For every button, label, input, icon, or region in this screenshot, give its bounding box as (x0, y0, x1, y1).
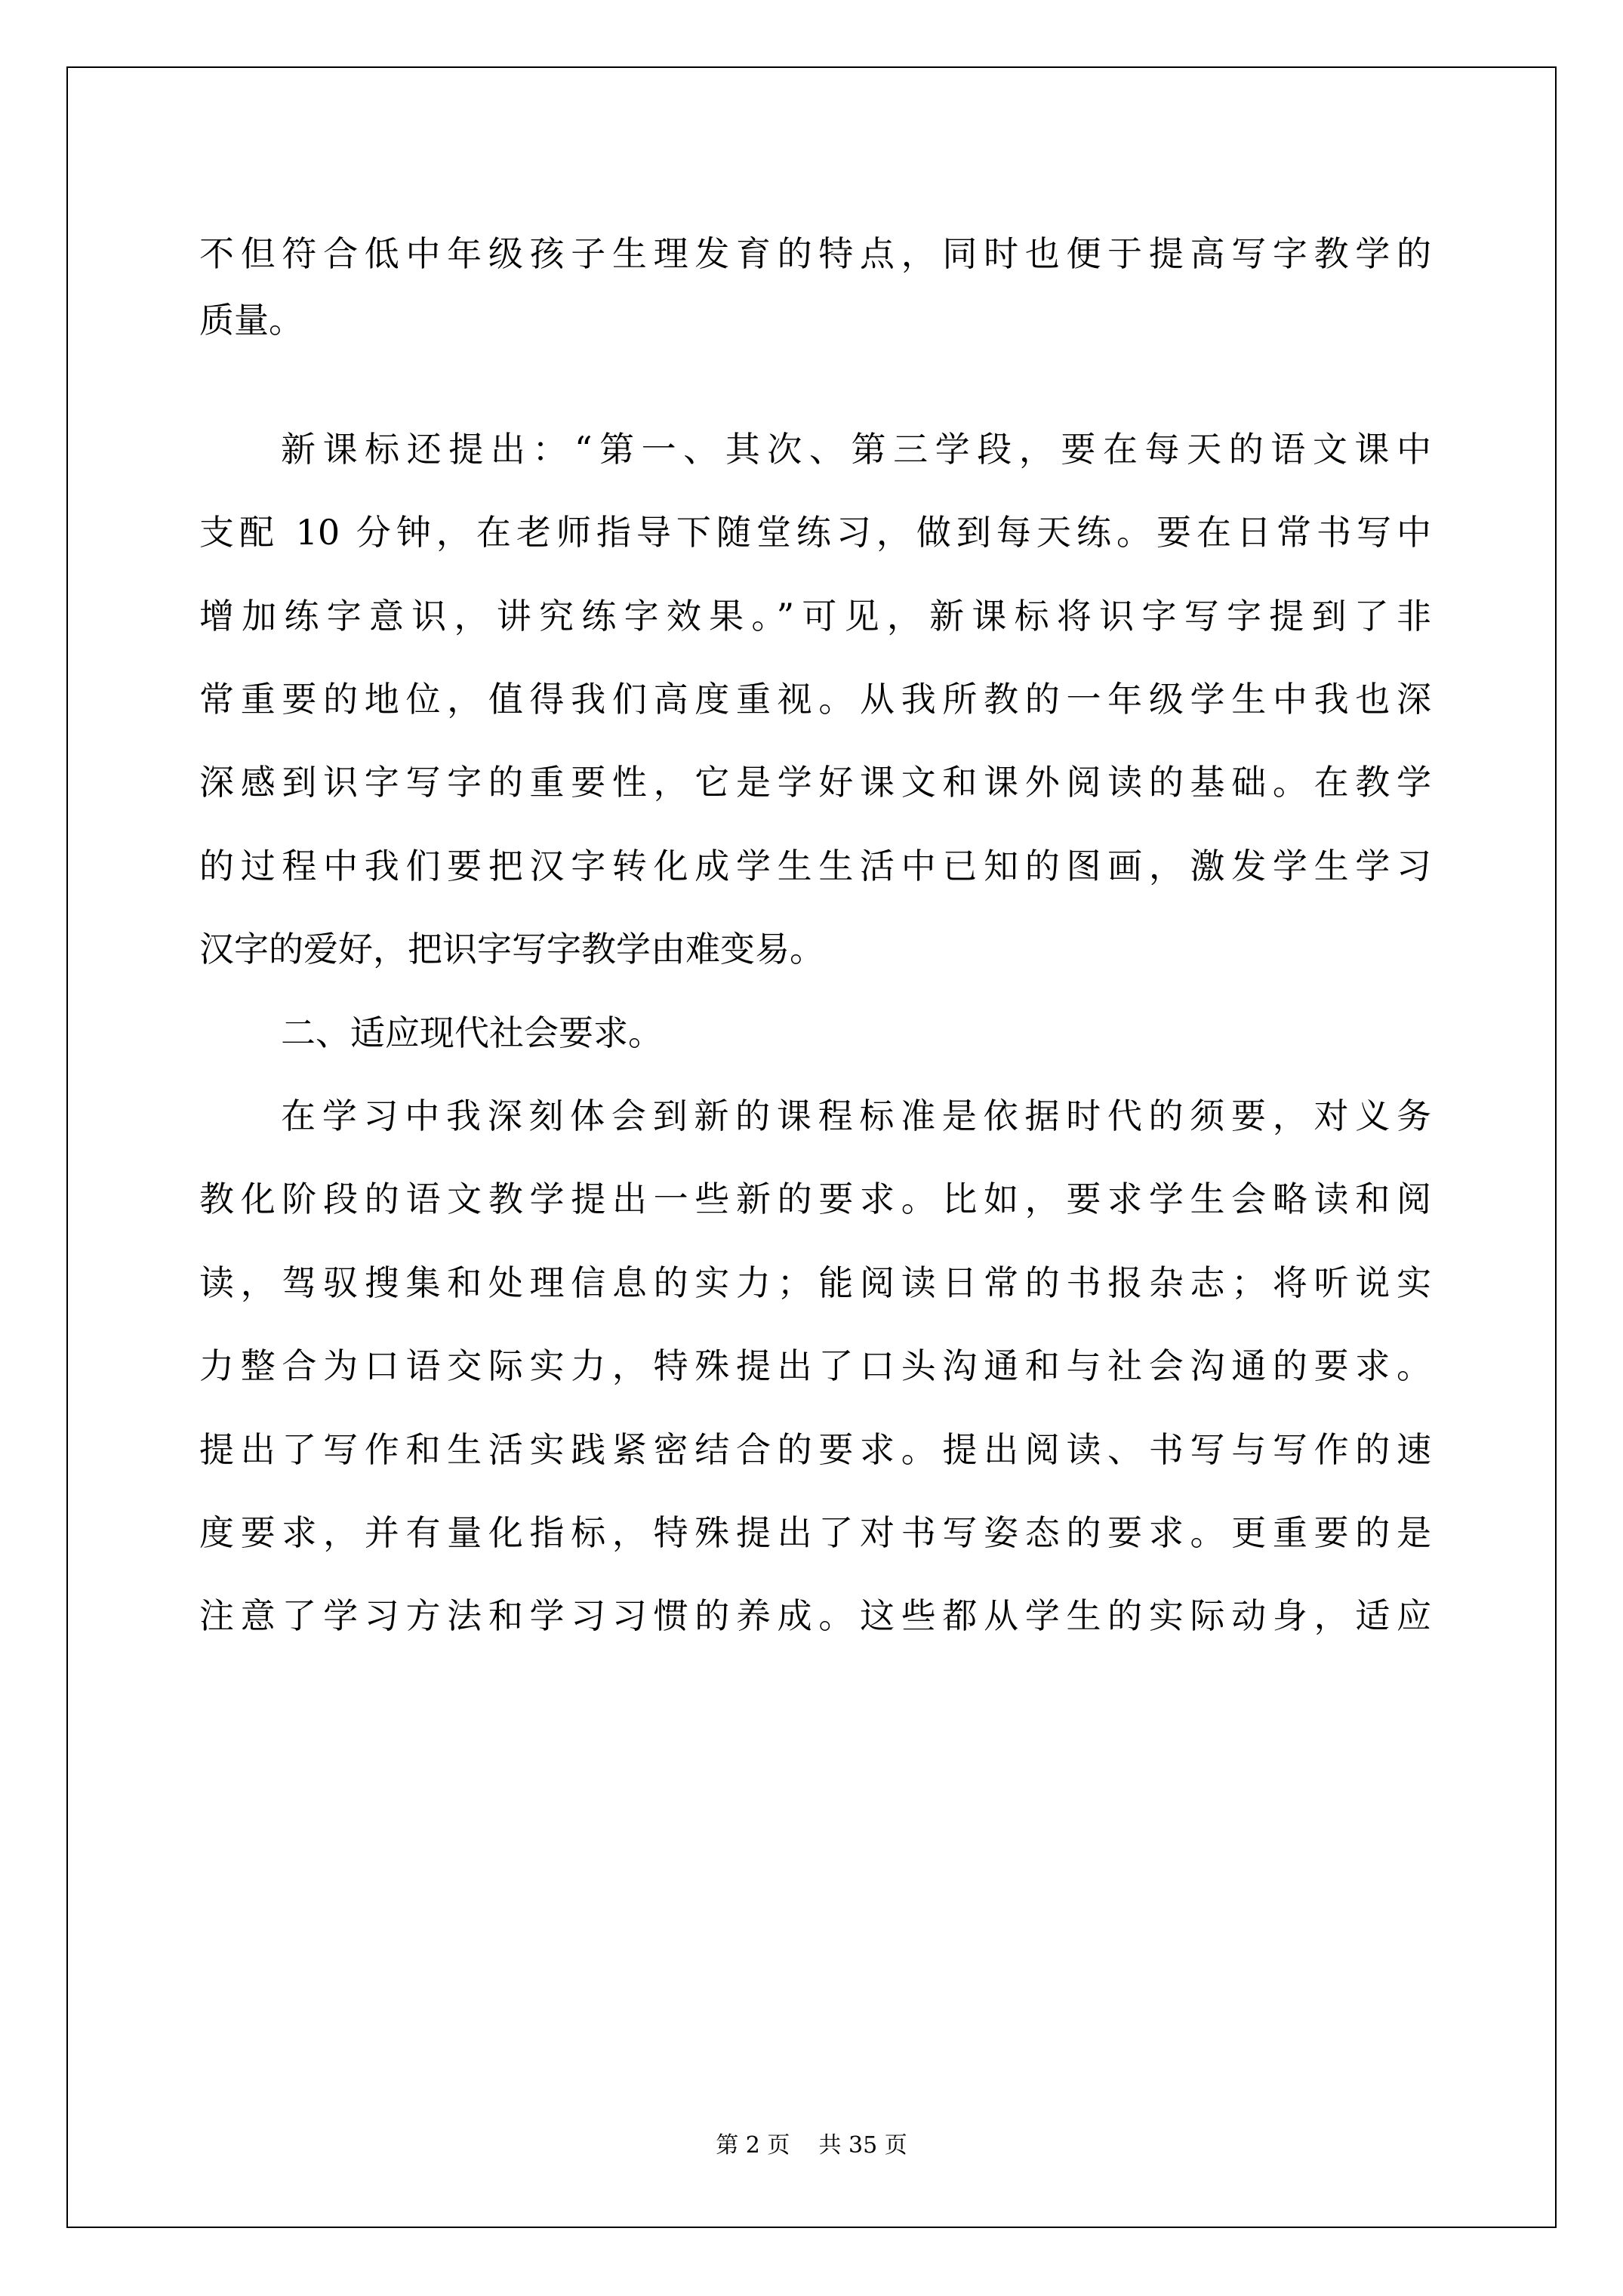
body-line-15: 提出了写作和生活实践紧密结合的要求。提出阅读、书写与写作的速 (199, 1429, 1431, 1470)
body-line-2: 质量。 (199, 300, 303, 341)
body-line-8: 的过程中我们要把汉字转化成学生生活中已知的图画，激发学生学习 (199, 846, 1431, 886)
body-line-4: 支配 10 分钟，在老师指导下随堂练习，做到每天练。要在日常书写中 (199, 512, 1431, 553)
body-line-17: 注意了学习方法和学习习惯的养成。这些都从学生的实际动身，适应 (199, 1595, 1431, 1636)
body-line-5: 增加练字意识，讲究练字效果。”可见，新课标将识字写字提到了非 (199, 596, 1431, 636)
body-line-9: 汉字的爱好，把识字写字教学由难变易。 (199, 929, 824, 969)
section-heading: 二、适应现代社会要求。 (281, 1012, 663, 1053)
body-line-13: 读，驾驭搜集和处理信息的实力；能阅读日常的书报杂志；将听说实 (199, 1262, 1431, 1303)
body-line-11: 在学习中我深刻体会到新的课程标准是依据时代的须要，对义务 (281, 1096, 1431, 1136)
body-line-1: 不但符合低中年级孩子生理发育的特点，同时也便于提高写字教学的 (199, 233, 1431, 274)
page-footer: 第 2 页 共 35 页 (716, 2132, 907, 2159)
body-line-12: 教化阶段的语文教学提出一些新的要求。比如，要求学生会略读和阅 (199, 1179, 1431, 1219)
body-line-16: 度要求，并有量化指标，特殊提出了对书写姿态的要求。更重要的是 (199, 1512, 1431, 1553)
body-line-14: 力整合为口语交际实力，特殊提出了口头沟通和与社会沟通的要求。 (199, 1345, 1431, 1386)
body-line-6: 常重要的地位，值得我们高度重视。从我所教的一年级学生中我也深 (199, 679, 1431, 720)
body-line-7: 深感到识字写字的重要性，它是学好课文和课外阅读的基础。在教学 (199, 762, 1431, 803)
body-line-3: 新课标还提出：“第一、其次、第三学段，要在每天的语文课中 (281, 429, 1431, 470)
